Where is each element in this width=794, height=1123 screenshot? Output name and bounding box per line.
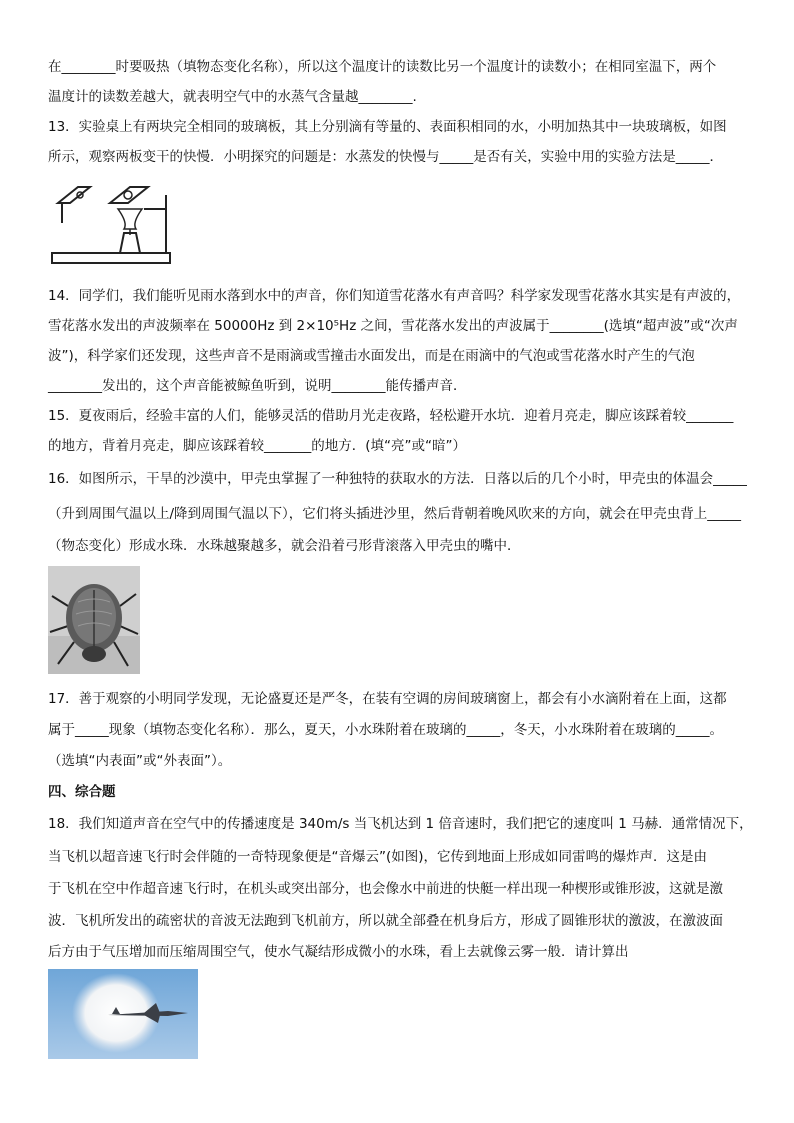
text-line: 波．飞机所发出的疏密状的音波无法跑到飞机前方，所以就全部叠在机身后方，形成了圆锥形状的激波，在激波面 — [48, 913, 723, 929]
beetle-photo — [48, 566, 140, 674]
text-line: 于飞机在空中作超音速飞行时，在机头或突出部分，也会像水中前进的快艇一样出现一种楔形或锥形波，这就是激 — [48, 881, 723, 897]
question-17-line: 17．善于观察的小明同学发现，无论盛夏还是严冬，在装有空调的房间玻璃窗上，都会有小水滴附着在上面，这都 — [48, 691, 727, 707]
text-line: ________发出的，这个声音能被鲸鱼听到，说明________能传播声音． — [48, 378, 467, 394]
text-line: 所示，观察两板变干的快慢．小明探究的问题是：水蒸发的快慢与_____是否有关，实验中用的实验方法是_____． — [48, 149, 723, 165]
text-line: 温度计的读数差越大，就表明空气中的水蒸气含量越________. — [48, 89, 417, 105]
text-line: 在________时要吸热（填物态变化名称），所以这个温度计的读数比另一个温度计的读数小；在相同室温下，两个 — [48, 59, 717, 75]
text-line: （物态变化）形成水珠．水珠越聚越多，就会沿着弓形背滚落入甲壳虫的嘴中． — [48, 538, 521, 554]
text-line: 当飞机以超音速飞行时会伴随的一奇特现象便是“音爆云”(如图)，它传到地面上形成如同雷鸣的爆炸声．这是由 — [48, 849, 708, 865]
sonic-boom-jet-photo — [48, 969, 198, 1059]
text-line: 雪花落水发出的声波频率在 50000Hz 到 2×10⁵Hz 之间，雪花落水发出的声波属于________(选填“超声波”或“次声 — [48, 318, 738, 334]
text-line: 的地方，背着月亮走，脚应该踩着较_______的地方．(填“亮”或“暗”） — [48, 438, 466, 454]
text-line: 波”)，科学家们还发现，这些声音不是雨滴或雪撞击水面发出，而是在雨滴中的气泡或雪花落水时产生的气泡 — [48, 348, 695, 364]
question-13-line: 13．实验桌上有两块完全相同的玻璃板，其上分别滴有等量的、表面积相同的水，小明加热其中一块玻璃板，如图 — [48, 119, 727, 135]
question-14-line: 14．同学们，我们能听见雨水落到水中的声音，你们知道雪花落水有声音吗？科学家发现雪花落水其实是有声波的， — [48, 288, 741, 304]
question-16-line: 16．如图所示，干旱的沙漠中，甲壳虫掌握了一种独特的获取水的方法．日落以后的几个小时，甲壳虫的体温会_____ — [48, 471, 747, 487]
section-heading: 四、综合题 — [48, 784, 116, 800]
question-18-line: 18．我们知道声音在空气中的传播速度是 340m/s 当飞机达到 1 倍音速时，我们把它的速度叫 1 马赫．通常情况下， — [48, 816, 753, 832]
text-line: 属于_____现象（填物态变化名称）．那么，夏天，小水珠附着在玻璃的_____，冬天，小水珠附着在玻璃的_____。 — [48, 722, 723, 738]
text-line: （选填“内表面”或“外表面”）。 — [48, 753, 232, 769]
text-line: （升到周围气温以上/降到周围气温以下），它们将头插进沙里，然后背朝着晚风吹来的方向，就会在甲壳虫背上_____ — [48, 506, 742, 522]
glass-plate-heating-figure — [48, 183, 184, 271]
text-line: 后方由于气压增加而压缩周围空气，使水气凝结形成微小的水珠，看上去就像云雾一般．请计算出 — [48, 944, 629, 960]
question-15-line: 15．夏夜雨后，经验丰富的人们，能够灵活的借助月光走夜路，轻松避开水坑．迎着月亮走，脚应该踩着较_______ — [48, 408, 734, 424]
